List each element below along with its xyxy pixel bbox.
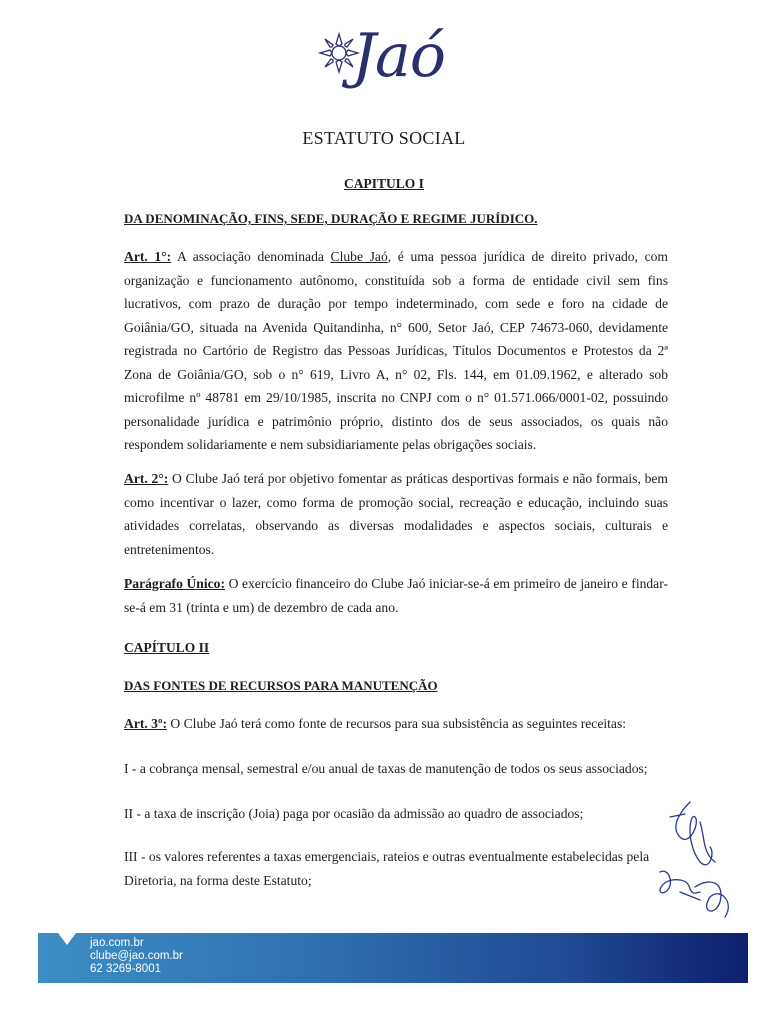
article-2: Art. 2°: O Clube Jaó terá por objetivo fomentar as práticas desportivas formais e não formais, bem como incentivar o lazer, como forma de promoção social, recreação e educação, incluindo suas atividades correlatas, observando as diversas modalidades e aspectos sociais, culturais e entretenimentos. bbox=[124, 471, 668, 557]
article-1: Art. 1°: A associação denominada Clube Jaó, é uma pessoa jurídica de direito privado, com organização e funcionamento autônomo, constituída sob a forma de entidade civil sem fins lucrativos, com prazo de duração por tempo indeterminado, com sede e foro na cidade de Goiânia/GO, situada na Avenida Quitandinha, n° 600, Setor Jaó, CEP 74673-060, devidamente registrada no Cartório de Registro das Pessoas Jurídicas, Títulos Documentos e Protestos da 2ª Zona de Goiânia/GO, sob o n° 619, Livro A, n° 02, Fls. 144, em 01.09.1962, e alterado sob microfilme nº 48781 em 29/10/1985, inscrita no CNPJ com o n° 01.571.066/0001-02, possuindo personalidade jurídica e patrimônio próprio, distinto dos de seus associados, os quais não respondem solidariamente e nem subsidiariamente pelas obrigações sociais. bbox=[124, 249, 668, 452]
footer-phone: 62 3269-8001 bbox=[90, 963, 161, 975]
article-3: Art. 3º: O Clube Jaó terá como fonte de recursos para sua subsistência as seguintes receitas: bbox=[124, 716, 627, 731]
footer-contact bbox=[90, 937, 183, 976]
footer-bar bbox=[38, 933, 748, 983]
chapter-1-label: CAPITULO I bbox=[344, 176, 424, 191]
logo-wordmark: Jaó bbox=[352, 21, 445, 91]
footer-email: clube@jao.com.br bbox=[90, 950, 183, 962]
chapter-2-label: CAPÍTULO II bbox=[124, 640, 210, 655]
revenue-item-1: I - a cobrança mensal, semestral e/ou anual de taxas de manutenção de todos os seus associados; bbox=[124, 761, 648, 776]
paragrafo-unico: Parágrafo Único: O exercício financeiro do Clube Jaó iniciar-se-á em primeiro de janeiro e findar-se-á em 31 (trinta e um) de dezembro de cada ano. bbox=[124, 576, 669, 615]
article-2-label: Art. 2°: bbox=[124, 471, 169, 486]
chapter-1-heading: DA DENOMINAÇÃO, FINS, SEDE, DURAÇÃO E REGIME JURÍDICO. bbox=[124, 211, 538, 226]
handwritten-signature bbox=[640, 792, 750, 942]
revenue-item-2: II - a taxa de inscrição (Joia) paga por ocasião da admissão ao quadro de associados; bbox=[124, 806, 584, 821]
footer-notch-icon bbox=[58, 933, 76, 945]
article-3-label: Art. 3º: bbox=[124, 716, 167, 731]
revenue-item-3: III - os valores referentes a taxas emergenciais, rateios e outras eventualmente estabelecidas pela Diretoria, na forma deste Estatuto; bbox=[124, 849, 650, 888]
document-title: ESTATUTO SOCIAL bbox=[302, 128, 466, 148]
footer-website: jao.com.br bbox=[90, 937, 144, 949]
article-1-label: Art. 1°: bbox=[124, 249, 172, 264]
club-name: Clube Jaó bbox=[330, 249, 388, 264]
chapter-2-heading: DAS FONTES DE RECURSOS PARA MANUTENÇÃO bbox=[124, 678, 438, 693]
paragrafo-unico-label: Parágrafo Único: bbox=[124, 576, 225, 591]
